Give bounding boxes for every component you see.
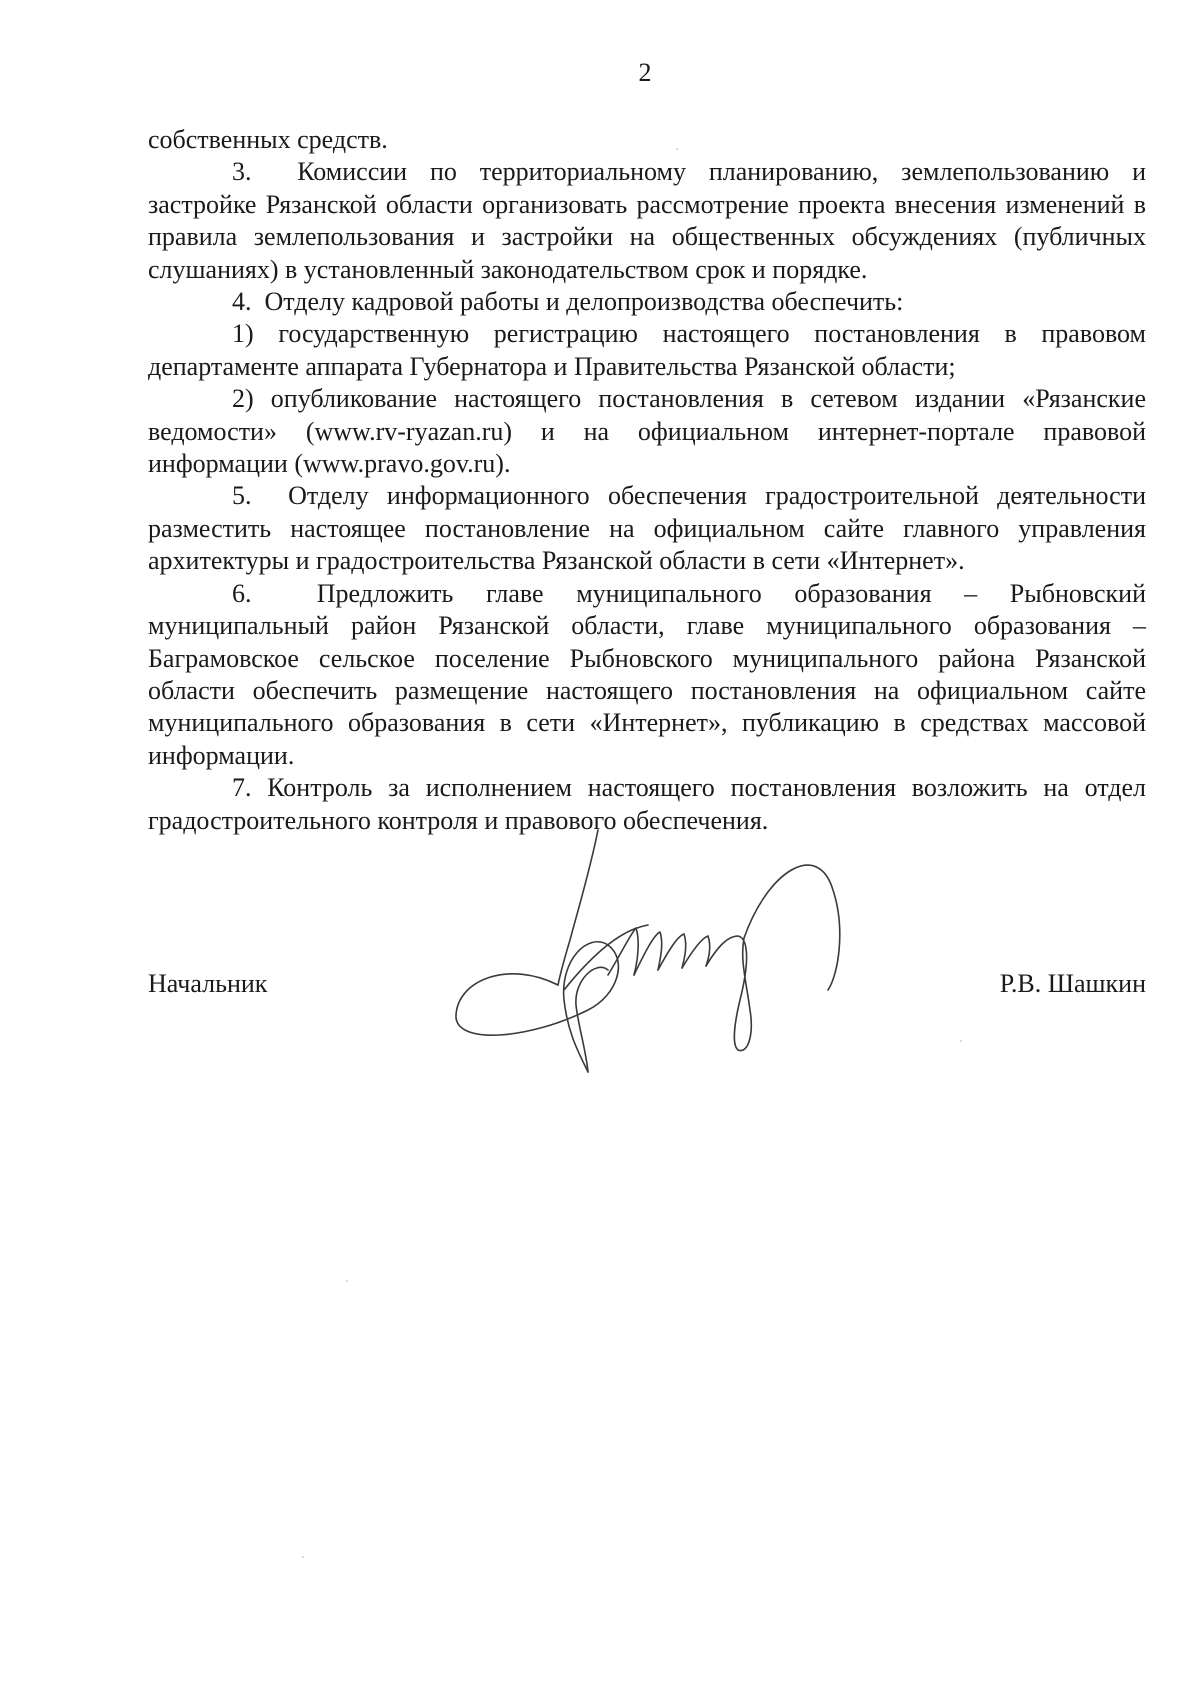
scan-speck: [960, 1040, 962, 1042]
paragraph-item-7: 7. Контроль за исполнением настоящего постановления возложить на отдел градостроительного контроля и правового обеспечения.: [148, 773, 1146, 835]
scan-speck: [302, 1556, 304, 1558]
signer-title: Начальник: [148, 969, 268, 998]
scan-speck: [676, 148, 678, 150]
signer-name: Р.В. Шашкин: [999, 969, 1146, 998]
paragraph-item-6: 6. Предложить главе муниципального образования – Рыбновский муниципальный район Рязанской области, главе муниципального образования – Баграмовское сельское поселение Рыбновского муниципального района Рязанской области обеспечить размещение настоящего постановления на официальном сайте муниципального образования в сети «Интернет», публикацию в средствах массовой информации.: [148, 578, 1146, 770]
document-body: [148, 124, 1146, 837]
paragraph-item-4: 4. Отделу кадровой работы и делопроизводства обеспечить:: [232, 287, 904, 317]
paragraph-item-4-2: 2) опубликование настоящего постановления в сетевом издании «Рязанские ведомости» (www.rv-ryazan.ru) и на официальном интернет-портале правовой информации (www.pravo.gov.ru).: [148, 384, 1146, 479]
paragraph-item-5: 5. Отделу информационного обеспечения градостроительной деятельности разместить настоящее постановление на официальном сайте главного управления архитектуры и градостроительства Рязанской области в сети «Интернет».: [148, 481, 1146, 576]
paragraph-continuation: собственных средств.: [148, 125, 388, 154]
page-number: 2: [638, 58, 652, 87]
paragraph-item-3: 3. Комиссии по территориальному планированию, землепользованию и застройке Рязанской области организовать рассмотрение проекта внесения изменений в правила землепользования и застройки на общественных обсуждениях (публичных слушаниях) в установленный законодательством срок и порядке.: [148, 157, 1146, 284]
handwritten-signature: [448, 810, 878, 1080]
scan-speck: [346, 1280, 348, 1282]
paragraph-item-4-1: 1) государственную регистрацию настоящего постановления в правовом департаменте аппарата Губернатора и Правительства Рязанской области;: [148, 319, 1146, 381]
